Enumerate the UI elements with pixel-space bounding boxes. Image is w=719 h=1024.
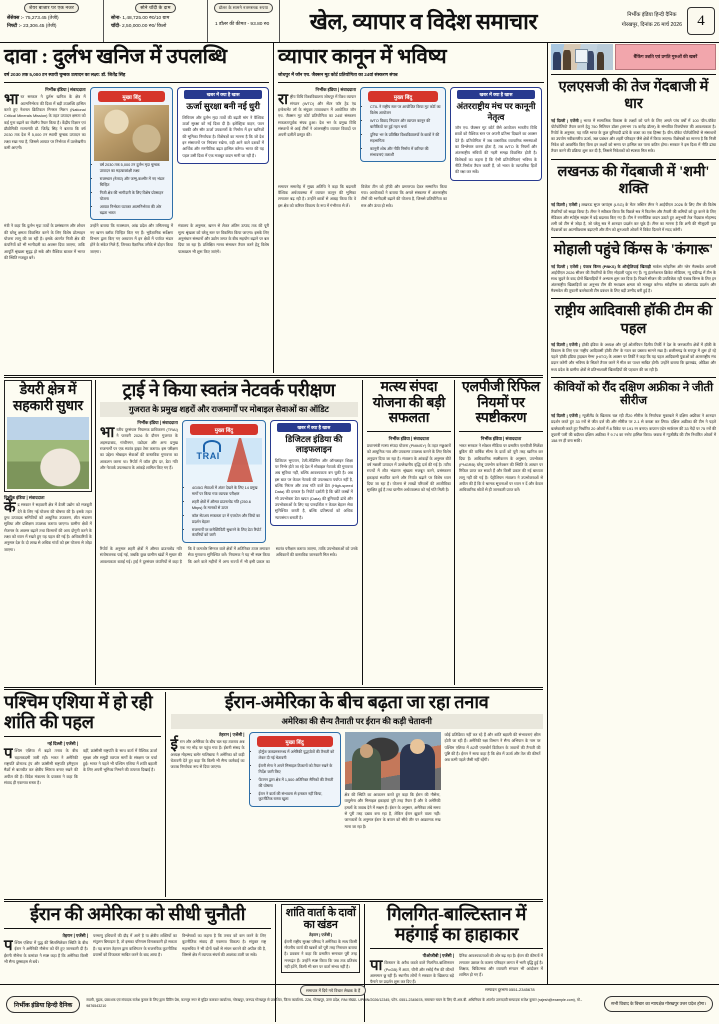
trai-tower-photo	[186, 438, 262, 484]
rare-minerals-keybox-wrap	[90, 87, 174, 220]
subhead-trai: गुजरात के प्रमुख शहरों और राजमार्गों पर मोबाइल सेवाओं का ऑडिट	[100, 402, 358, 417]
sidebar-article-hockey	[551, 303, 716, 372]
headline-shami: लखनऊ की गेंदबाजी में 'शमी' शक्ति	[557, 163, 710, 198]
article-iran-tension	[171, 692, 543, 897]
masthead-name: निर्भीक इंडिया हिन्दी दैनिक	[627, 12, 677, 19]
keypoints-list-iran	[253, 750, 337, 803]
keypoint-item: • पेंटागन द्वारा क्षेत्र में 1,500 अतिरिक्त सैनिकों की तैनाती की घोषणा	[259, 778, 337, 789]
gold-silver-pill: सोने चाँदी के दाम	[135, 3, 175, 13]
keypoints-title: मुख्य बिंदु	[190, 424, 258, 435]
lsg-body: भारत में सामाजिक विकास के लक्ष्यों को पाने के लिए अगले पांच वर्षों में 100 'ग्रीन-पॉकेट पोर्टफोलियो' तैयार करने हेतु 750 मिलियन डॉलर (लगभग 75 करोड़ डॉलर) के संभावित वित्तपोषण की आवश्यकता है। रिपोर्ट के अनुसार, यह राशि भारत के कुल बुनियादी ढांचे के बजट का एक हिस्सा है। ग्रीन-पॉकेट पोर्टफोलियो से संसाधनों का उपयोग नवीकरणीय ऊर्जा, जल प्रबंधन और शहरी परिवहन जैसे क्षेत्रों में किया जाएगा। विशेषज्ञों का मानना है कि निजी निवेश को आकर्षित किए बिना इन लक्ष्यों को समय पर हासिल कर पाना कठिन होगा। सरकार ने इस दिशा में नीति ढांचा तैयार करने की प्रक्रिया शुरू कर दी है, जिससे निवेशकों को स्पष्टता मिल सके।	[551, 118, 716, 154]
silver-value: 2,50,000.00 रु0/ किलो	[122, 24, 167, 30]
keypoints-title: मुख्य बिंदु	[368, 91, 438, 102]
byline-hockey: नई दिल्ली | एजेंसी |	[551, 342, 581, 347]
peace-text1: पश्चिम एशिया में बढ़ते तनाव के बीच चहलकदमी जारी रही। भारत ने अमेरिकी राष्ट्रपति डोनाल्ड ट्रंप और फ्रांसीसी राष्ट्रपति इमैनुएल मैक्रों से बातचीत कर क्षेत्रीय स्थिरता बनाए रखने की अपील की है। विदेश मंत्रालय के प्रवक्ता ने कहा कि संवाद ही एकमात्र रास्ता है।	[4, 746, 78, 785]
trai-xbox-wrap	[270, 420, 358, 543]
headline-lsg: एलएसजी की तेज गेंदबाजी में धार	[558, 79, 709, 113]
highlight-box-minerals	[177, 87, 269, 164]
headline-iran-tension: ईरान-अमेरिका के बीच बढ़ता जा रहा तनाव	[224, 692, 489, 712]
sidebar-article-lsg	[551, 79, 716, 155]
gilgit-text1: पाकिस्तान के अवैध कब्जे वाले गिलगित-बाल्टिस्तान (PoGB) में आटा, चीनी और रसोई गैस की कीमतें आसमान छू रही हैं। स्थानीय लोगों ने सरकार के खिलाफ बड़े पैमाने पर प्रदर्शन शुरू कर दिए हैं।	[370, 958, 454, 985]
highlight-title: डिजिटल इंडिया की लाइफलाइन	[285, 434, 343, 455]
headline-fishery: मत्स्य संपदा योजना की बड़ी सफलता	[372, 380, 446, 427]
keypoint-item: • ईरान ने वार्ता की संभावना से इनकार नहीं किया, कूटनीतिक रास्ता खुला	[259, 792, 337, 803]
rare-minerals-text2: मंत्री ने कहा कि दुर्लभ मृदा तत्वों के प्रसंस्करण और शोधन की घरेलू क्षमता विकसित करने के लिए विशेष प्रोत्साहन योजना लागू की जा रही है। इसके अंतर्गत निजी क्षेत्र की कंपनियों को भी भागीदारी का अवसर दिया जाएगा, ताकि आपूर्ति श्रृंखला सुदृढ़ हो सके और वैश्विक बाजार में भारत की स्थिति मजबूत बने।	[4, 223, 86, 260]
highlight-kicker: खबर में क्या है खास	[184, 90, 262, 99]
sports-sidebar	[548, 43, 719, 984]
page-title: खेल, व्यापार व विदेश समाचार	[309, 9, 538, 34]
headline-denial: शांति वार्ता के दावों का खंडन	[285, 907, 356, 932]
keypoint-item: • होर्मुज जलडमरूमध्य में अमेरिकी युद्धपोतों की तैनाती को लेकर दी गई चेतावनी	[259, 750, 337, 761]
keypoint-item: • ईरानी सेना ने अपने मिसाइल ठिकानों को तैयार रखने के निर्देश जारी किए	[259, 764, 337, 775]
subhead-rare-minerals: वर्ष 2030 तक 5,000 टन स्थायी चुम्बक उत्पादन का लक्ष्य: डॉ. जितेंद्र सिंह	[4, 71, 126, 77]
keypoints-list-tradelaw	[364, 105, 442, 158]
article-lpg	[459, 380, 543, 685]
keypoint-item: • वर्ष 2030 तक 5,000 टन दुर्लभ मृदा चुम्बक उत्पादन का महत्वाकांक्षी लक्ष्य	[100, 163, 170, 174]
byline-trade-law: निर्भीक इंडिया | संवाददाता	[315, 87, 356, 93]
masthead-cell	[567, 0, 719, 42]
dairy-cow-photo	[7, 417, 89, 489]
keypoint-item: • दुनिया भर के प्रतिष्ठित विश्वविद्यालयों के छात्रों ने की सहभागिता	[370, 133, 442, 144]
dollar-value: 1 डॉलर की कीमत - 93.80 रु0	[215, 22, 270, 27]
keypoints-title: मुख्य बिंदु	[257, 736, 333, 747]
article-peace	[4, 692, 166, 897]
footer-jurisdiction-note: सभी विवाद के विचार का न्यायक्षेत्र गोरखपुर उत्तर प्रदेश होगा।	[604, 996, 713, 1011]
iran2-text2: परमाणु हथियारों की दौड़ में आगे है या क्षेत्रीय शक्तियों का संतुलन बिगाड़ता है, तो इसका परिणाम विनाशकारी हो सकता है। यह बयान तेहरान द्वारा वाशिंगटन के राजनयिक कूटनीतिक प्रयासों को विफलता साबित करने के बाद आया है।	[93, 933, 177, 958]
headline-gilgit: गिलगित-बाल्टिस्तान में महंगाई का हाहाकार	[386, 904, 527, 945]
footer-logo: निर्भीक इंडिया हिन्दी दैनिक	[6, 996, 80, 1013]
byline-kings: नई दिल्ली | एजेंसी | पंजाब किंग्स (PBKS) के ऑस्ट्रेलियाई खिलाड़ी	[551, 264, 651, 269]
keypoint-item: • कानूनी शोध और नीति निर्माण में करियर की संभावनाएं तलाशीं	[370, 147, 442, 158]
iran-text1: ईरान और अमेरिका के बीच चल रहा टकराव अब एक नए मोड़ पर पहुंच गया है। ईरानी संसद के अध्यक्ष मोहम्मद बागेर गालिबाफ ने अमेरिका को कड़ी चेतावनी देते हुए कहा कि किसी भी सैन्य कार्रवाई का जवाब निर्णायक रूप से दिया जाएगा।	[170, 737, 245, 770]
byline-iran2: तेहरान | एजेंसी |	[62, 933, 88, 939]
peace-text2: वहीं, फ्रांसीसी राष्ट्रपति के साथ वार्ता में वैश्विक ऊर्जा सुरक्षा और समुद्री व्यापार मार्गों के संरक्षण पर चर्चा हुई। भारत ने पहले भी पश्चिम एशिया में शांति बहाली के लिए अपनी भूमिका निभाने की तत्परता दिखाई है।	[83, 748, 157, 773]
trade-law-text1: राष्ट्रीय विधि विश्वविद्यालय जोधपुर में विश्व व्यापार संगठन (WTO) और सेंटर फॉर ट्रेड एंड इन्वेस्टमेंट लॉ के संयुक्त तत्वावधान में आयोजित जॉन एच. जैक्सन मूट कोर्ट प्रतियोगिता का 24वां संस्करण सफलतापूर्वक संपन्न हुआ। देश भर के प्रमुख विधि संस्थानों से आई टीमों ने अंतरराष्ट्रीय व्यापार विवादों पर अपनी दलीलें प्रस्तुत कीं।	[278, 92, 356, 138]
trai-col1	[100, 420, 178, 543]
trade-law-text2: समापन समारोह में मुख्य अतिथि ने कहा कि बदलती वैश्विक अर्थव्यवस्था में व्यापार कानून की भूमिका लगातार बढ़ रही है। उन्होंने छात्रों से आग्रह किया कि वे इस क्षेत्र को करियर विकल्प के रूप में गंभीरता से लें।	[278, 183, 356, 208]
highlight-title: ऊर्जा सुरक्षा बनी नई धुरी	[186, 101, 260, 112]
sidebar-shami-text	[551, 202, 716, 233]
highlight-text: डिजिटल भुगतान, टेली-मेडिसिन और ऑनलाइन शिक्षा पर निर्भर होते जा रहे देश में मोबाइल नेटवर्क की गुणवत्ता अब सुविधा नहीं, बल्कि आवश्यकता बन चुकी है। अब इस बात पर केवल नेटवर्क की उपलब्धता पर्याप्त नहीं है, बल्कि निरंतर और उच्च गति वाले डेटा (High-speed Data) की दरकार है। रिपोर्ट दर्शाती है कि छोटे कस्बों में भी उपभोक्ता डेटा खपत (Data) की बुनियादी ढांचे और उपभोक्ताओं के लिए यह पारदर्शिता न केवल बेहतर सेवा सुनिश्चित करती है, बल्कि प्रतिस्पर्धा को अधिक न्यायसंगत बनाती है।	[274, 457, 353, 520]
trade-law-keybox-wrap	[360, 87, 446, 180]
trade-law-xbox-wrap	[450, 87, 542, 180]
byline-shami: नई दिल्ली | एजेंसी |	[551, 203, 580, 208]
banking-banner-photo	[551, 44, 613, 70]
byline-lsg: नई दिल्ली | एजेंसी |	[551, 118, 582, 123]
sidebar-article-shami	[551, 164, 716, 233]
sensex-value: 75,273.45	[25, 16, 47, 21]
keypoints-box-trai	[182, 420, 266, 543]
rare-minerals-text1: भारत सरकार ने दुर्लभ खनिज के क्षेत्र में आत्मनिर्भरता की दिशा में बड़ी उपलब्धि हासिल करते हुए नेशनल क्रिटिकल मिनरल मिशन (National Critical Minerals Mission) के तहत उत्पादन क्षमता को कई गुना बढ़ाने का रोडमैप तैयार किया है। केंद्रीय विज्ञान एवं प्रौद्योगिकी राज्यमंत्री डॉ. जितेंद्र सिंह ने बताया कि वर्ष 2030 तक देश में 5,000 टन स्थायी चुम्बक उत्पादन का लक्ष्य रखा गया है, जिससे आयात पर निर्भरता में उल्लेखनीय कमी आएगी।	[4, 92, 86, 150]
keypoint-item: • शहरी क्षेत्रों में औसत डाउनलोड गति (250.6 Mbps) के मानकों से ऊपर	[192, 500, 262, 511]
share-market-values	[3, 15, 100, 32]
share-market-pill: शेयर बाजार पर एक नजर	[24, 3, 79, 13]
trai-text1: भारतीय दूरसंचार नियामक प्राधिकरण (TRAI) ने फरवरी 2026 के दौरान गुजरात के अहमदाबाद, गांधीनगर, वडोदरा और अन्य प्रमुख राजमार्गों पर एक स्वतंत्र ड्राइव टेस्ट कराया। इस परीक्षण का उद्देश्य मोबाइल सेवाओं की वास्तविक गुणवत्ता का आकलन करना था। रिपोर्ट में कॉल ड्रॉप दर, डेटा गति और नेटवर्क उपलब्धता के आंकड़े शामिल किए गए हैं।	[99, 425, 178, 471]
byline-rare-minerals: निर्भीक इंडिया | संवाददाता	[45, 87, 86, 93]
footer-mini-pill-left: समाचार में दिये गये विचार लेखक के हैं	[300, 985, 366, 996]
page-number: 4	[687, 7, 715, 35]
headline-trade-law: व्यापार कानून में भविष्य	[278, 46, 447, 68]
keypoint-item: • WTO विवाद निपटान और व्यापार कानून की बारीकियों पर हुई गहन चर्चा	[370, 119, 442, 130]
headline-dairy: डेयरी क्षेत्र में सहकारी सुधार	[12, 383, 83, 414]
article-fishery	[367, 380, 455, 685]
headline-iran-challenge: ईरान की अमेरिका को सीधी चुनौती	[30, 904, 246, 924]
keypoint-item: • कॉल सेटअप सफलता दर में एयरटेल और जियो का प्रदर्शन बेहतर	[192, 514, 262, 525]
keypoint-item: • निजी क्षेत्र की भागीदारी के लिए विशेष प्रोत्साहन योजना	[100, 191, 170, 202]
subhead-iran-tension: अमेरिका की सैन्य तैनाती पर ईरान की कड़ी चेतावनी	[171, 714, 543, 729]
keypoints-box-minerals	[90, 87, 174, 220]
sidebar-article-safrica	[551, 382, 716, 444]
keypoint-item: • राजस्थान (नेलाट) और जम्मू-कश्मीर में नए भंडार चिन्हित	[100, 177, 170, 188]
article-dairy	[4, 380, 96, 685]
gold-silver-cell	[104, 0, 208, 42]
keypoint-item: • राजमार्गों पर कनेक्टिविटी सुधारने के लिए डेटा रिपोर्ट कंपनियों को जारी	[192, 528, 262, 539]
iran-text2: क्षेत्र की स्थिति का आकलन करते हुए कहा कि ईरान की नौसेना, वायुसेना और मिसाइल इकाइयां पूरी तरह तैयार हैं और वे अमेरिकी हमलों के जवाब देने में सक्षम हैं। ईरान के अनुसार, अमेरिका लंबे समय से पूरी तरह दबाव बना रहा है, लेकिन ईरान झुकने वाला नहीं। जानकारों के अनुसार ईरान के बयान को सीधे तौर पर आक्रामक रुख माना जा रहा है।	[344, 792, 441, 829]
dollar-pill: डॉलर के सामने नतमस्तक रुपया	[214, 3, 273, 13]
masthead-text	[622, 11, 682, 31]
headline-trai: ट्राई ने किया स्वतंत्र नेटवर्क परीक्षण	[122, 380, 336, 400]
keypoints-list-minerals	[94, 163, 170, 216]
sidebar-safrica-text	[551, 413, 716, 444]
byline-trai: निर्भीक इंडिया | संवाददाता	[137, 420, 178, 426]
headline-hockey: राष्ट्रीय आदिवासी हॉकी टीम की पहल	[554, 303, 713, 337]
gold-silver-values	[107, 15, 204, 32]
sidebar-article-kings	[551, 242, 716, 294]
keypoints-title: मुख्य बिंदु	[98, 91, 166, 102]
headline-kings: मोहाली पहुंचे किंग्स के 'कंगारू'	[553, 242, 714, 259]
sensex-label: सेंसेक्स :-	[7, 16, 24, 21]
highlight-kicker: खबर में क्या है खास	[457, 90, 535, 99]
hockey-body: हॉकी इंडिया के अध्यक्ष और पूर्व ओलंपियन दिलीप तिर्की ने देश के जनजातीय क्षेत्रों में हॉकी के विकास के लिए एक 'राष्ट्रीय आदिवासी हॉकी टीम' के गठन का प्रस्ताव सामने रखा है। छत्तीसगढ़ के रायपुर में शुरू हो रहे पहले 'हॉकी इंडिया ट्राइबल गेम्स' (HITG) के अवसर पर तिर्की ने कहा कि यह पहल आदिवासी युवाओं को अंतरराष्ट्रीय मंच प्रदान करेगी और भविष्य के सितारे तैयार करने में मील का पत्थर साबित होगी। उन्होंने बताया कि झारखंड, ओडिशा और मध्य प्रदेश के ग्रामीण क्षेत्रों से प्रतिभाशाली खिलाड़ियों की पहचान की जा रही है।	[551, 342, 716, 372]
keypoints-box-iran	[249, 732, 341, 807]
subhead-trade-law: जोधपुर में जॉन एच. जैक्सन मूट कोर्ट प्रतियोगिता का 24वां संस्करण संपन्न	[278, 71, 398, 77]
gold-value: 1,48,725.00 रु0/10 ग्राम	[122, 16, 170, 21]
byline-iran: तेहरान | एजेंसी |	[218, 732, 245, 738]
fishery-text: प्रधानमंत्री मत्स्य संपदा योजना (PMMSY) के तहत मछुआरों को आधुनिक नाव और उपकरण उपलब्ध कराने के लिए विशेष अनुदान दिया जा रहा है। मंत्रालय के आंकड़ों के अनुसार बीते वर्ष मछली उत्पादन में उल्लेखनीय वृद्धि दर्ज की गई है। तटीय राज्यों में शीत भंडारण श्रृंखला मजबूत करने, प्रसंस्करण इकाइयां स्थापित करने और निर्यात बढ़ाने पर विशेष ध्यान दिया जा रहा है। योजना से लाखों परिवारों की आजीविका सुरक्षित हुई है तथा ग्रामीण अर्थव्यवस्था को नई गति मिली है।	[366, 443, 451, 493]
trai-keybox-wrap	[182, 420, 266, 543]
iran-text3: कोई प्रतिक्रिया नहीं कर रहे हैं और शांति बहाली की संभावनाएं क्षीण होती जा रही हैं। अमेरिकी रक्षा विभाग ने सैन्य अभियान के नाम पर पश्चिम एशिया में 82वीं एयरबोर्न डिवीजन के जवानों की तैनाती की पुष्टि की है। ईरान ने साफ कहा है कि क्षेत्र में ऊर्जा और तेल की कीमतें अब कभी पहले जैसी नहीं रहेंगी।	[444, 732, 541, 763]
nifty-label: निफ्टी :-	[7, 24, 22, 30]
gold-label: सोना-	[111, 16, 121, 21]
share-market-cell	[0, 0, 104, 42]
nifty-value: 23,306.45	[23, 24, 45, 30]
highlight-box-trai	[270, 420, 358, 526]
keypoints-box-tradelaw	[360, 87, 446, 162]
shami-body: लखनऊ सुपर जायंट्स (LSG) के मेंटर जस्टिन लैंगर ने आईपीएल 2026 के लिए टीम की विशेष तैयारियों को साझा किया है। लैंगर ने स्वीकार किया कि पिछले सत्र में फिटनेस और तैयारी की कमियों को दूर करने के लिए मेडिकल और स्पोर्ट्स साइंस में बड़े बदलाव किए गए हैं। टीम ने रणनीतिक कदम उठाते हुए अनुभवी तेज गेंदबाज मोहम्मद शमी को टीम से जोड़ा है, जो घरेलू सत्र में शानदार प्रदर्शन कर चुके हैं। लैंगर का मानना है कि शमी की मौजूदगी युवा गेंदबाजों का आत्मविश्वास बढ़ाएगी और टीम को शुरुआती ओवरों में विकेट दिलाने में मदद करेगी।	[551, 203, 716, 232]
highlight-title: अंतरराष्ट्रीय मंच पर कानूनी नेतृत्व	[456, 101, 536, 122]
keypoint-item: • CTIL ने राष्ट्रीय स्तर पर आयोजित किया मूट कोर्ट का विशेष आयोजन	[370, 105, 442, 116]
highlight-kicker: खबर में क्या है खास	[277, 423, 351, 432]
highlight-text: जॉन एच. जैक्सन मूट कोर्ट जैसे आयोजन भारतीय विधि छात्रों को वैश्विक स्तर पर अपनी प्रतिभा दिखाने का अवसर देते हैं। प्रतियोगिता में जब वास्तविक व्यापारिक समस्याओं का विश्लेषण करना होता है, तब WTO के नियमों और अंतरराष्ट्रीय संधियों की गहरी समझ विकसित होती है। विशेषज्ञों का कहना है कि ऐसी प्रतियोगिताएं भविष्य के नीति-निर्माता तैयार करती हैं, जो भारत के व्यापारिक हितों की रक्षा कर सकें।	[455, 124, 537, 175]
article-rare-minerals	[0, 43, 274, 373]
main-content-area	[0, 43, 548, 984]
rare-minerals-col1	[4, 87, 86, 220]
rare-minerals-text3: उन्होंने बताया कि राजस्थान, आंध्र प्रदेश और तमिलनाडु में नए खनन ब्लॉक चिन्हित किए गए हैं। भूवैज्ञानिक सर्वेक्षण विभाग द्वारा किए गए अध्ययन में इन क्षेत्रों में पर्याप्त भंडार होने के संकेत मिले हैं, जिनका वैज्ञानिक तरीके से दोहन किया जाएगा।	[90, 223, 174, 254]
trade-law-col1	[278, 87, 356, 180]
byline-denial: तेहरान | एजेंसी |	[309, 931, 333, 937]
top-info-bar	[0, 0, 719, 43]
iran-trump-photo	[345, 732, 441, 790]
headline-peace: पश्चिम एशिया में हो रही शांति की पहल	[4, 692, 153, 733]
keypoints-list-trai	[186, 486, 262, 539]
dairy-text: केंद्र सरकार ने सहकारी क्षेत्र में डेयरी उद्योग को मजबूती देने के लिए नई योजना की घोषणा की है। इसके तहत दुग्ध उत्पादक समितियों को आधुनिक उपकरण, शीत भंडारण सुविधा और प्रशिक्षण उपलब्ध कराया जाएगा। ग्रामीण क्षेत्रों में रोजगार के अवसर बढ़ाने तथा किसानों की आय दोगुनी करने के लक्ष्य को ध्यान में रखते हुए यह पहल की गई है। अधिकारियों के अनुसार देश के दो लाख से अधिक गांवों को इस योजना से जोड़ा जाएगा।	[4, 500, 92, 552]
nifty-trend: (तेजी)	[45, 24, 57, 30]
byline-gilgit: पीओजीबी | एजेंसी |	[422, 953, 454, 959]
kings-body: मार्कस स्टोइनिस और ग्लेन मैक्सवेल आगामी आईपीएल 2026 सीजन की तैयारियों के लिए मोहाली पहुंच गए हैं। न्यू इंटरनेशनल क्रिकेट स्टेडियम, न्यू चंडीगढ़ में टीम के साथ जुड़ने के बाद दोनों खिलाड़ियों ने अभ्यास शुरू कर दिया है। पिछले सीजन की उपविजेता रही पंजाब किंग्स के लिए इन अंतरराष्ट्रीय खिलाड़ियों का अनुभव टीम की मध्यक्रम क्षमता को मजबूत करेगा। स्टोइनिस का ऑलराउंड प्रदर्शन और मैक्सवेल की तूफानी बल्लेबाजी टीम प्रबंधन के लिए बड़ी उम्मीद बनी हुई है।	[551, 264, 716, 294]
trai-logo: TRAI	[196, 451, 220, 462]
silver-label: चाँदी-	[111, 24, 121, 30]
footer-imprint: स्वामी, मुद्रक, प्रकाशक एवं संपादक राजेश कुमार के लिए द्वारा प्रिंटिंग प्रेस, कानपुर नगर से मुद्रित कराकर कार्यालय, गोरखपुर, जनपद गोरखपुर से प्रकाशित, जिला कार्यालय- 226, गोरखपुर, उत्तर प्रदेश, RNI संख्या- UPHIN/2026/12345, फोन- 0551-2345678, समाचार चयन के लिए पी.आर.बी. अधिनियम के अंतर्गत उत्तरदायी सम्पादक राजेश कुमार (rajesh@example.com), मो.- 9876543210	[86, 998, 583, 1008]
headline-safrica: कीवियों को रौंद दक्षिण अफ्रीका ने जीती सीरीज	[553, 381, 714, 408]
rare-minerals-xbox-wrap	[177, 87, 269, 220]
denial-text: ईरानी राष्ट्रीय सुरक्षा परिषद ने अमेरिका के साथ किसी गोपनीय वार्ता की खबरों को पूरी तरह निराधार बताया है। प्रवक्ता ने कहा कि प्रसारित समाचार पूरी तरह मनगढ़ंत हैं। उन्होंने स्पष्ट किया कि जब तक प्रतिबंध नहीं हटेंगे, किसी भी स्तर पर वार्ता संभव नहीं है।	[284, 938, 357, 969]
banking-banner-strip: बैंकिंग उन्नति एवं प्रगति गुरुओं की खबरें	[615, 44, 716, 70]
sensex-trend: (तेजी)	[47, 16, 59, 21]
trai-text2: रिपोर्ट के अनुसार शहरी क्षेत्रों में औसत डाउनलोड गति संतोषजनक पाई गई, जबकि कुछ ग्रामीण खंडों में सुधार की आवश्यकता बताई गई। ट्राई ने दूरसंचार कंपनियों से कहा है कि वे कमजोर सिग्नल वाले क्षेत्रों में अतिरिक्त टावर लगाकर सेवा गुणवत्ता सुनिश्चित करें। नियामक ने यह भी स्पष्ट किया कि आने वाले महीनों में अन्य राज्यों में भी इसी प्रकार का स्वतंत्र परीक्षण कराया जाएगा, ताकि उपभोक्ताओं को उनके अधिकारों की वास्तविक जानकारी मिल सके।	[99, 546, 358, 564]
page-body	[0, 43, 719, 984]
sidebar-kings-text	[551, 264, 716, 295]
byline-fishery: निर्भीक इंडिया | संवाददाता	[388, 436, 430, 442]
dollar-rate-cell	[208, 0, 280, 42]
mineral-mine-photo	[94, 105, 170, 161]
highlight-box-tradelaw	[450, 87, 542, 180]
byline-lpg: निर्भीक इंडिया | संवाददाता	[480, 436, 522, 442]
safrica-body: न्यूजीलैंड के खिलाफ चल रही टी20 सीरीज के निर्णायक मुकाबले में दक्षिण अफ्रीका ने शानदार प्रदर्शन करते हुए 33 रनों से जीत दर्ज की और सीरीज पर 2-1 से कब्जा कर लिया। दक्षिण अफ्रीका की टीम ने पहले बल्लेबाजी करते हुए निर्धारित 20 ओवरों में 8 विकेट पर 191 रन बनाए। कप्तान एडेन मार्कराम की 33 गेंदों पर 75 रनों की तूफानी पारी की बदौलत दक्षिण अफ्रीका ने 9.74 का रनरेट हासिल किया। जवाब में न्यूजीलैंड की टीम निर्धारित ओवरों में 158 रन ही बना सकी।	[551, 414, 716, 443]
page-title-cell	[280, 0, 567, 42]
keypoint-item: • आयात निर्भरता घटाकर आत्मनिर्भरता की ओर बढ़ता भारत	[100, 205, 170, 216]
sidebar-lsg-text	[551, 118, 716, 155]
footer-mini-pill-right: सम्पादन दूरभाष 0551-2345678	[485, 986, 535, 992]
gilgit-text2: दैनिक आवश्यकताओं की ओर बढ़ रहा है। ईंधन की कीमतों में लगातार उछाल के कारण परिवहन लागत में भारी वृद्धि हुई है। शिक्षक, चिकित्सक और व्यापारी संगठन भी आंदोलन में शामिल हो गए हैं।	[459, 953, 543, 978]
byline-peace: नई दिल्ली | एजेंसी |	[47, 741, 78, 747]
highlight-text: लिथियम और दुर्लभ मृदा तत्वों की बढ़ती मांग ने वैश्विक ऊर्जा सुरक्षा को नई दिशा दी है। इलेक्ट्रिक वाहन, पवन चक्की और सौर ऊर्जा उपकरणों के निर्माण में इन खनिजों की भूमिका निर्णायक है। विशेषज्ञों का मानना है कि जो देश इन संसाधनों पर नियंत्रण रखेगा, वही आने वाले दशकों में आर्थिक और रणनीतिक बढ़त हासिल करेगा। भारत की यह पहल उसी दिशा में एक मजबूत कदम मानी जा रही है।	[182, 114, 264, 158]
byline-dairy: निर्भीक इंडिया | संवाददाता	[4, 495, 45, 501]
article-trai	[100, 380, 363, 685]
byline-safrica: नई दिल्ली | एजेंसी |	[551, 414, 581, 419]
masthead-place-date: गोरखपुर, दिनांक 26 मार्च 2026	[621, 22, 682, 28]
iran2-text3: विश्लेषकों का कहना है कि तनाव को कम करने के लिए कूटनीतिक संवाद ही एकमात्र विकल्प है। संयुक्त राष्ट्र महासचिव ने भी दोनों पक्षों से संयम बरतने की अपील की है, जिससे क्षेत्र में व्यापक संघर्ष की आशंका टाली जा सके।	[182, 933, 266, 958]
headline-rare-minerals: दावा : दुर्लभ खनिज में उपलब्धि	[4, 46, 227, 68]
trade-law-text3: विजेता टीम को ट्रॉफी और प्रमाणपत्र देकर सम्मानित किया गया। आयोजकों ने बताया कि अगले संस्करण में अंतरराष्ट्रीय टीमों की भागीदारी बढ़ाने की योजना है, जिससे प्रतियोगिता का स्तर और ऊंचा हो सके।	[361, 183, 447, 208]
iran2-text1: पश्चिम एशिया में युद्ध की सिलसिलेवार स्थिति के बीच ईरान ने अमेरिकी नौसेना को घेरे हुए जानकारी दी है। ईरानी नौसेना के कमांडर ने स्पष्ट कहा है कि अमेरिका किसी भी सैन्य दुस्साहस से बचे।	[4, 938, 88, 965]
keypoint-item: • 4G/5G सेवाओं में अंतर देखने के लिए 14 प्रमुख मार्गों पर किया गया व्यापक परीक्षण	[192, 486, 262, 497]
sidebar-hockey-text	[551, 342, 716, 373]
article-trade-law	[274, 43, 548, 373]
headline-lpg: एलपीजी रिफिल नियमों पर स्पष्टीकरण	[461, 380, 540, 427]
lpg-text: भारत सरकार ने सोशल मीडिया पर प्रसारित एलपीजी सिलेंडर बुकिंग की वार्षिक सीमा के दावों को पूरी तरह खारिज कर दिया है। आधिकारिक स्पष्टीकरण के अनुसार, उपभोक्ता (PNGRB) घरेलू उपभोग कनेक्शन की स्थिति के आधार पर रिफिल प्राप्त कर सकते हैं और किसी प्रकार की नई बाध्यता लागू नहीं की गई है। पेट्रोलियम मंत्रालय ने उपभोक्ताओं से अपील की है कि वे भ्रामक सूचनाओं पर ध्यान न दें और केवल आधिकारिक स्रोतों से ही जानकारी प्राप्त करें।	[458, 443, 543, 493]
rare-minerals-text4: मंत्रालय के अनुसार, खनन से लेकर अंतिम उत्पाद तक की पूरी मूल्य श्रृंखला को घरेलू स्तर पर विकसित किया जाएगा। इसके लिए अनुसंधान संस्थानों और उद्योग जगत के बीच सहयोग बढ़ाने पर बल दिया जा रहा है। प्रशिक्षित मानव संसाधन तैयार करने हेतु विशेष पाठ्यक्रम भी शुरू किए जाएंगे।	[178, 223, 269, 254]
